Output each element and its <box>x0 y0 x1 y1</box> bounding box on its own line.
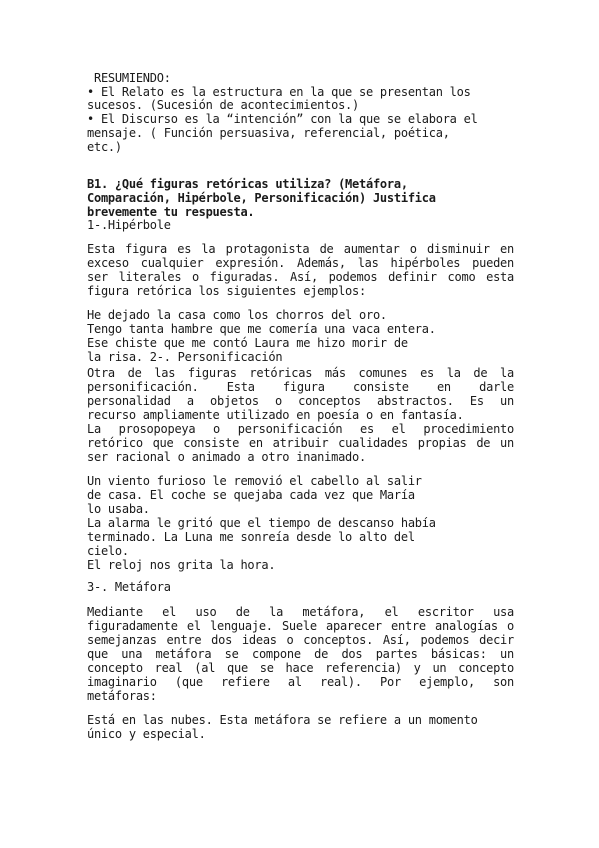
example-line: La alarma le gritó que el tiempo de descanso había <box>87 516 436 530</box>
question-line: brevemente tu respuesta. <box>87 205 255 219</box>
paragraph-line: La prosopopeya o personificación es el procedimiento <box>87 422 514 436</box>
paragraph-line: ser racional o animado a otro inanimado. <box>87 450 366 464</box>
question-line: Comparación, Hipérbole, Personificación) Justifica <box>87 191 436 205</box>
paragraph-line: Mediante el uso de la metáfora, el escritor usa <box>87 605 514 619</box>
paragraph-line: Esta figura es la protagonista de aumentar o disminuir en <box>87 242 514 256</box>
summary-line: mensaje. ( Función persuasiva, referencial, poética, <box>87 126 450 140</box>
paragraph-line: metáforas: <box>87 689 157 703</box>
paragraph-line: ser literales o figuradas. Así, podemos definir como esta <box>87 270 514 284</box>
example-line: Un viento furioso le removió el cabello al salir <box>87 474 422 488</box>
summary-line: • El Discurso es la “intención” con la que se elabora el <box>87 112 478 126</box>
section-heading-metafora: 3-. Metáfora <box>87 580 171 594</box>
paragraph-line: semejanzas entre dos ideas o conceptos. Así, podemos decir <box>87 633 514 647</box>
summary-line: • El Relato es la estructura en la que se presentan los <box>87 85 471 99</box>
example-line: la risa. 2-. Personificación <box>87 350 283 364</box>
example-line: Tengo tanta hambre que me comería una vaca entera. <box>87 322 436 336</box>
paragraph-line: figuradamente el lenguaje. Suele aparecer entre analogías o <box>87 619 514 633</box>
example-line: de casa. El coche se quejaba cada vez que María <box>87 488 415 502</box>
example-line: terminado. La Luna me sonreía desde lo alto del <box>87 530 415 544</box>
paragraph-line: recurso ampliamente utilizado en poesía o en fantasía. <box>87 408 464 422</box>
summary-line: sucesos. (Sucesión de acontecimientos.) <box>87 98 360 112</box>
paragraph-line: personalidad a objetos o conceptos abstractos. Es un <box>87 394 514 408</box>
example-line: lo usaba. <box>87 502 150 516</box>
summary-heading: RESUMIENDO: <box>87 71 171 85</box>
summary-line: etc.) <box>87 140 122 154</box>
example-line: único y especial. <box>87 727 206 741</box>
paragraph-line: concepto real (al que se hace referencia) y un concepto <box>87 661 514 675</box>
paragraph-line: figura retórica los siguientes ejemplos: <box>87 284 366 298</box>
paragraph-line: que una metáfora se compone de dos partes básicas: un <box>87 647 514 661</box>
paragraph-line: personificación. Esta figura consiste en darle <box>87 380 514 394</box>
section-heading-hiperbole: 1-.Hipérbole <box>87 218 171 232</box>
question-line: B1. ¿Qué figuras retóricas utiliza? (Metáfora, <box>87 177 408 191</box>
example-line: Ese chiste que me contó Laura me hizo morir de <box>87 336 408 350</box>
paragraph-line: retórico que consiste en atribuir cualidades propias de un <box>87 436 514 450</box>
paragraph-line: exceso cualquier expresión. Además, las hipérboles pueden <box>87 256 514 270</box>
example-line: cielo. <box>87 544 129 558</box>
example-line: Está en las nubes. Esta metáfora se refiere a un momento <box>87 713 478 727</box>
paragraph-line: Otra de las figuras retóricas más comunes es la de la <box>87 366 514 380</box>
paragraph-line: imaginario (que refiere al real). Por ejemplo, son <box>87 675 514 689</box>
example-line: He dejado la casa como los chorros del oro. <box>87 308 387 322</box>
example-line: El reloj nos grita la hora. <box>87 558 276 572</box>
